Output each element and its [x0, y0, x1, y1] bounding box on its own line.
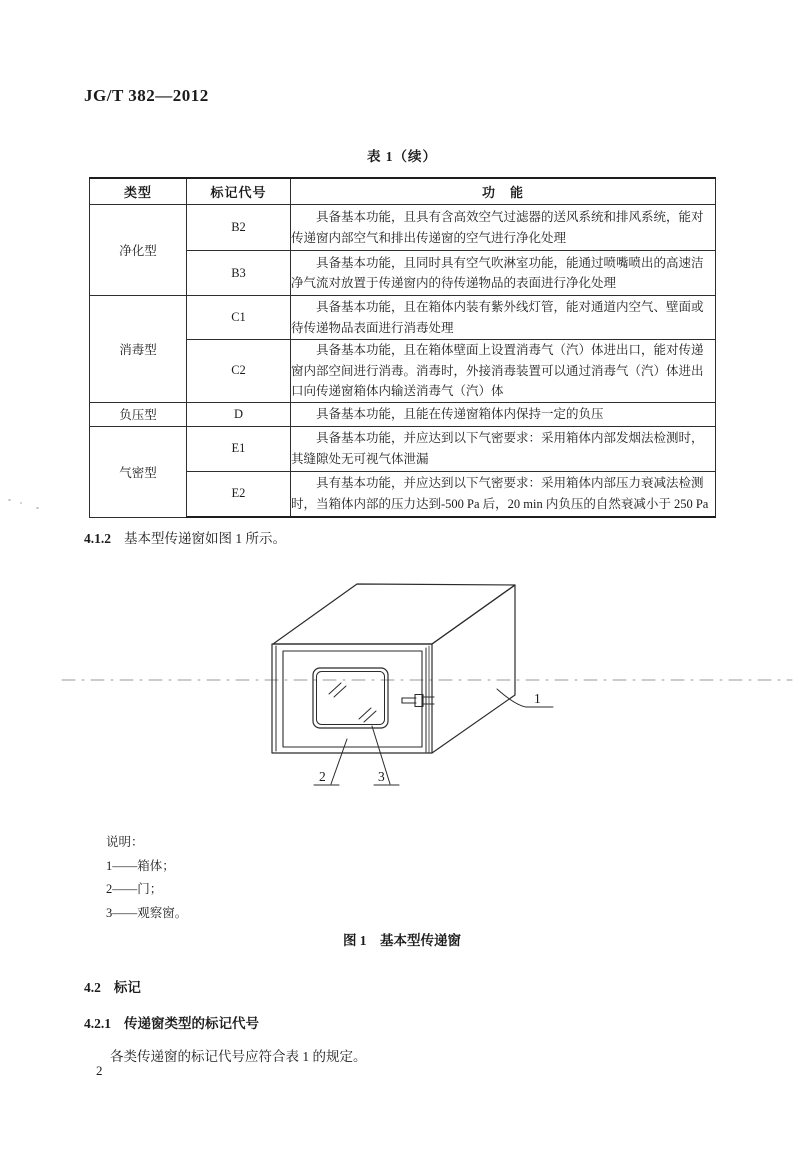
code-cell: B3 [187, 251, 291, 296]
code-cell: E2 [187, 471, 291, 517]
code-cell: B2 [187, 205, 291, 251]
table-header-row [90, 178, 716, 205]
type-group-cell: 消毒型 [90, 296, 187, 403]
col-header-function: 功 能 [291, 178, 716, 205]
scan-artifact [20, 502, 22, 504]
scan-artifact [36, 507, 39, 509]
col-header-code: 标记代号 [187, 178, 291, 205]
clause-4-2 [84, 976, 141, 996]
type-group-cell: 气密型 [90, 426, 187, 517]
clause-number: 4.2 [84, 980, 101, 995]
table-row [90, 426, 716, 471]
figure-1-drawing [0, 568, 804, 808]
glass-hatch-marks [329, 683, 376, 722]
function-cell: 具备基本功能，且同时具有空气吹淋室功能，能通过喷嘴喷出的高速洁净气流对放置于传递窗内的待传递物品的表面进行净化处理 [291, 251, 716, 296]
leader-line-3 [372, 726, 399, 785]
clause-number: 4.2.1 [84, 1016, 111, 1031]
function-cell: 具备基本功能，且在箱体内装有紫外线灯管，能对通道内空气、壁面或待传递物品表面进行消毒处理 [291, 296, 716, 340]
figure-legend [106, 835, 187, 929]
table-title: 表 1（续） [366, 149, 438, 164]
box-right-face [432, 585, 515, 753]
observation-window-inner [317, 672, 385, 725]
table-row [90, 296, 716, 340]
clause-4-2-1 [84, 1012, 259, 1032]
code-cell: C2 [187, 340, 291, 403]
function-cell: 具有基本功能，并应达到以下气密要求：采用箱体内部压力衰减法检测时，当箱体内部的压力达到-500 Pa 后，20 min 内负压的自然衰减小于 250 Pa [291, 471, 716, 517]
body-paragraph: 各类传递窗的标记代号应符合表 1 的规定。 [110, 1049, 367, 1064]
clause-4-1-2 [84, 527, 286, 547]
legend-title: 说明： [106, 835, 144, 849]
figure-label-1: 1 [534, 691, 541, 706]
clause-text: 基本型传递窗如图 1 所示。 [124, 531, 286, 546]
function-cell: 具备基本功能，且具有含高效空气过滤器的送风系统和排风系统，能对传递窗内部空气和排出传递窗的空气进行净化处理 [291, 205, 716, 251]
type-group-cell: 负压型 [90, 402, 187, 426]
table-row [90, 205, 716, 251]
legend-item: 1——箱体； [106, 858, 175, 873]
code-cell: C1 [187, 296, 291, 340]
col-header-type: 类型 [90, 178, 187, 205]
function-cell: 具备基本功能，且在箱体壁面上设置消毒气（汽）体进出口，能对传递窗内部空间进行消毒。消毒时，外接消毒装置可以通过消毒气（汽）体进出口向传递窗箱体内输送消毒气（汽）体 [291, 340, 716, 403]
figure-label-3: 3 [378, 769, 385, 784]
observation-window [313, 668, 388, 728]
table-row [90, 402, 716, 426]
scan-artifact [8, 499, 11, 501]
code-cell: D [187, 402, 291, 426]
function-cell: 具备基本功能，且能在传递窗箱体内保持一定的负压 [291, 402, 716, 426]
clause-title: 传递窗类型的标记代号 [124, 1016, 259, 1031]
legend-item: 2——门； [106, 882, 163, 896]
legend-item: 3——观察窗。 [106, 905, 188, 920]
clause-title: 标记 [113, 980, 141, 995]
page-number: 2 [96, 1063, 103, 1078]
clause-number: 4.1.2 [84, 531, 111, 546]
code-cell: E1 [187, 426, 291, 471]
doc-number: JG/T 382—2012 [84, 86, 209, 105]
figure-label-2: 2 [319, 769, 326, 784]
spec-table [89, 177, 716, 518]
box-top-face [273, 584, 515, 644]
type-group-cell: 净化型 [90, 205, 187, 296]
door-panel [283, 651, 422, 747]
figure-caption: 图 1 基本型传递窗 [342, 933, 462, 948]
leader-line-1 [497, 689, 553, 707]
function-cell: 具备基本功能，并应达到以下气密要求：采用箱体内部发烟法检测时，其缝隙处无可视气体泄漏 [291, 426, 716, 471]
